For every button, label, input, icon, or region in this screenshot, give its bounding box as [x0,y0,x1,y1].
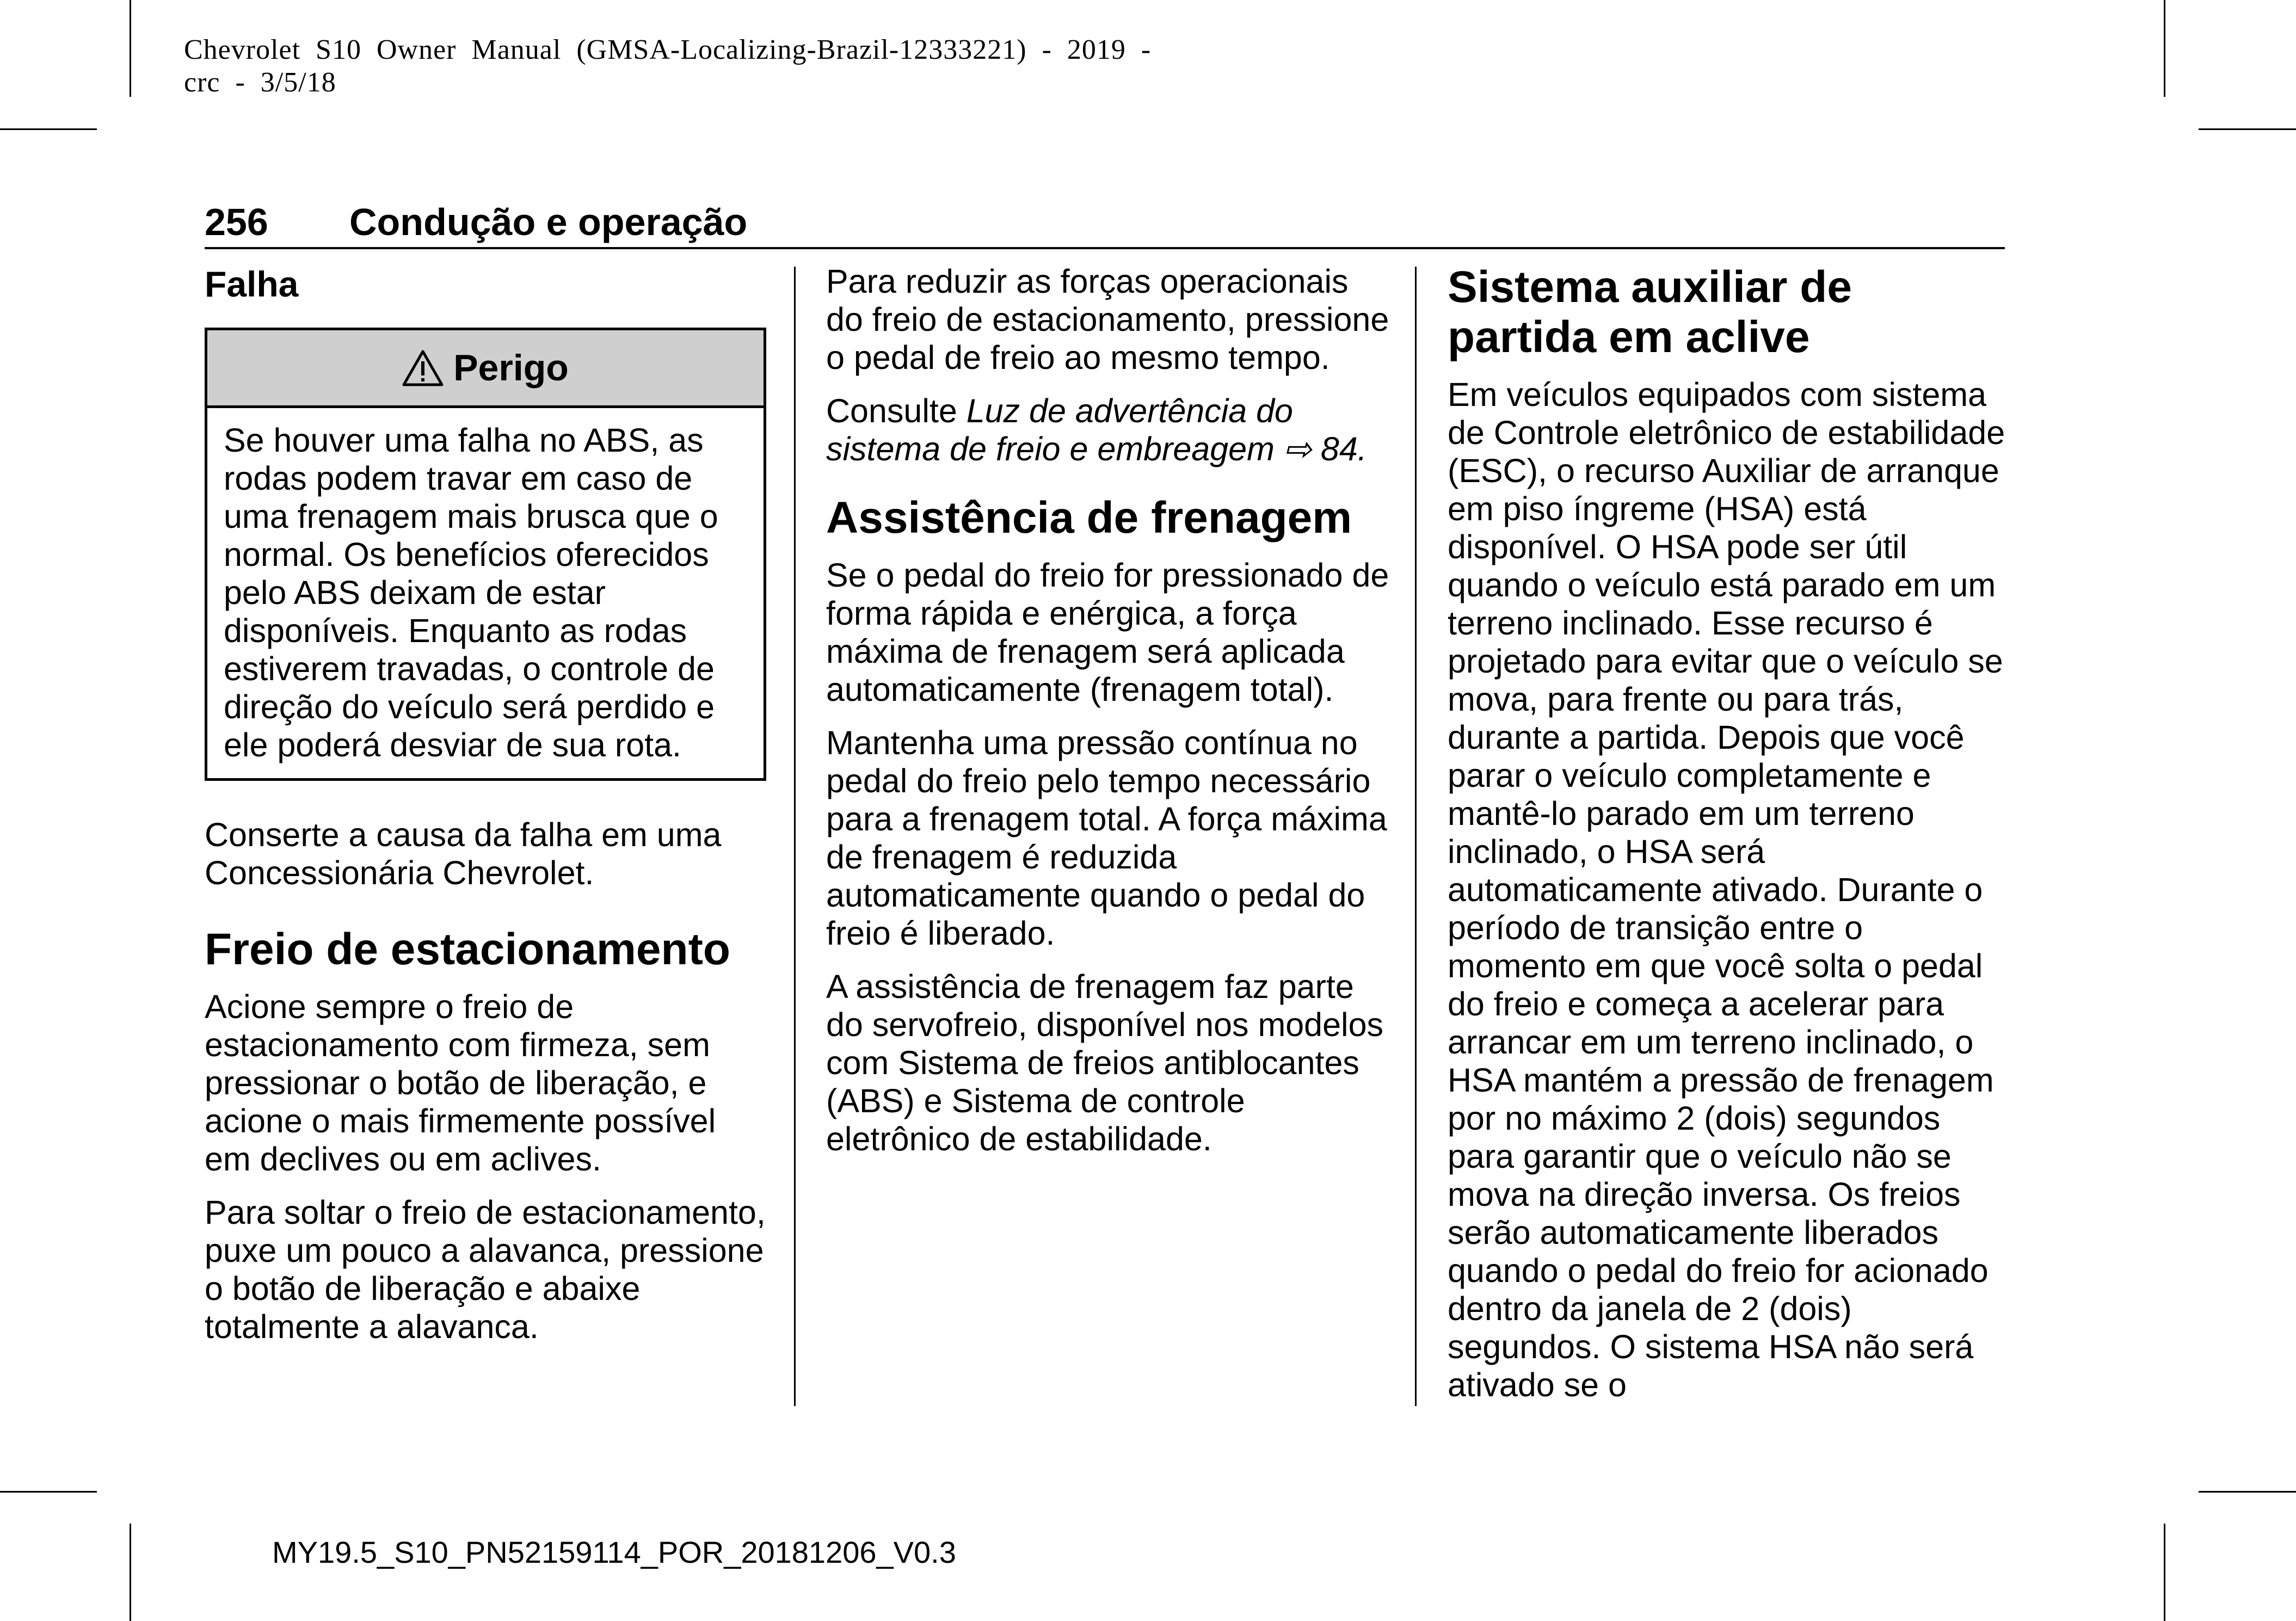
brake-assist-paragraph: Mantenha uma pressão contínua no pedal do freio pelo tempo necessário para a frenagem total. A força máxima de frenagem é reduzida automaticamente quando o pedal do freio é liberado. [826,724,1387,952]
crop-mark [2199,128,2296,130]
footer-code: MY19.5_S10_PN52159114_POR_20181206_V0.3 [272,1535,956,1569]
cross-reference-page: 84 [1320,430,1358,467]
crop-mark [130,1524,131,1621]
page-header [205,197,2005,249]
danger-label: Perigo [453,347,569,389]
page-number: 256 [205,201,268,243]
parking-paragraph: Para soltar o freio de estacionamento, puxe um pouco a alavanca, pressione o botão de liberação e abaixe totalmente a alavanca. [205,1194,766,1345]
warning-triangle-icon [402,349,444,386]
brake-assist-paragraph: Se o pedal do freio for pressionado de forma rápida e enérgica, a força máxima de frenagem será aplicada automaticamente (frenagem total). [826,557,1389,708]
hill-start-assist-heading: Sistema auxiliar de partida em aclive [1448,262,1852,362]
falha-heading: Falha [205,264,299,304]
hill-start-assist-paragraph: Em veículos equipados com sistema de Controle eletrônico de estabilidade (ESC), o recurso Auxiliar de arranque em piso íngreme (HSA) está disponível. O HSA pode ser útil quando o veículo está parado em um terreno inclinado. Esse recurso é projetado para evitar que o veículo se mova, para frente ou para trás, durante a partida. Depois que você parar o veículo completamente e mantê-lo parado em um terreno inclinado, o HSA será automaticamente ativado. Durante o período de transição entre o momento em que você solta o pedal do freio e começa a acelerar para arrancar em um terreno inclinado, o HSA mantém a pressão de frenagem por no máximo 2 (dois) segundos para garantir que o veículo não se mova na direção inversa. Os freios serão automaticamente liberados quando o pedal do freio for acionado dentro da janela de 2 (dois) segundos. O sistema HSA não será ativado se o [1448,376,2005,1403]
consult-prefix: Consulte [826,392,957,429]
danger-box [205,328,766,781]
consult-paragraph [826,392,1392,468]
parking-paragraph: Para reduzir as forças operacionais do freio de estacionamento, pressione o pedal de freio ao mesmo tempo. [826,263,1389,376]
parking-brake-heading: Freio de estacionamento [205,924,731,974]
crop-mark [2164,1524,2165,1621]
column-divider [1415,267,1417,1406]
crop-mark [2164,0,2165,97]
danger-header [207,330,764,408]
crop-mark [0,1491,97,1493]
crop-mark [0,128,97,130]
repair-paragraph: Conserte a causa da falha em uma Concessionária Chevrolet. [205,816,722,891]
column-middle [826,262,1392,1173]
column-left [205,262,766,1361]
cross-reference-text: Luz de advertência do sistema de freio e embreagem [826,392,1293,467]
section-title: Condução e operação [349,201,748,243]
column-divider [794,267,796,1406]
crop-mark [130,0,131,97]
crop-mark [2199,1491,2296,1493]
brake-assist-paragraph: A assistência de frenagem faz parte do servofreio, disponível nos modelos com Sistema de freios antiblocantes (ABS) e Sistema de controle eletrônico de estabilidade. [826,968,1384,1157]
column-right [1448,262,2008,1419]
arrow-right-icon: ⇨ [1283,430,1312,467]
danger-text: Se houver uma falha no ABS, as rodas podem travar em caso de uma frenagem mais brusca que o normal. Os benefícios oferecidos pelo ABS deixam de estar disponíveis. Enquanto as rodas estiverem travadas, o controle de direção do veículo será perdido e ele poderá desviar de sua rota. [224,422,718,763]
print-meta-line: Chevrolet S10 Owner Manual (GMSA-Localizing-Brazil-12333221) - 2019 - [184,34,1152,65]
period: . [1357,430,1367,467]
parking-paragraph: Acione sempre o freio de estacionamento com firmeza, sem pressionar o botão de liberação, e acione o mais firmemente possível em declives ou em aclives. [205,988,716,1178]
brake-assist-heading: Assistência de frenagem [826,493,1352,543]
print-meta [184,34,1151,99]
print-meta-line: crc - 3/5/18 [184,67,336,98]
